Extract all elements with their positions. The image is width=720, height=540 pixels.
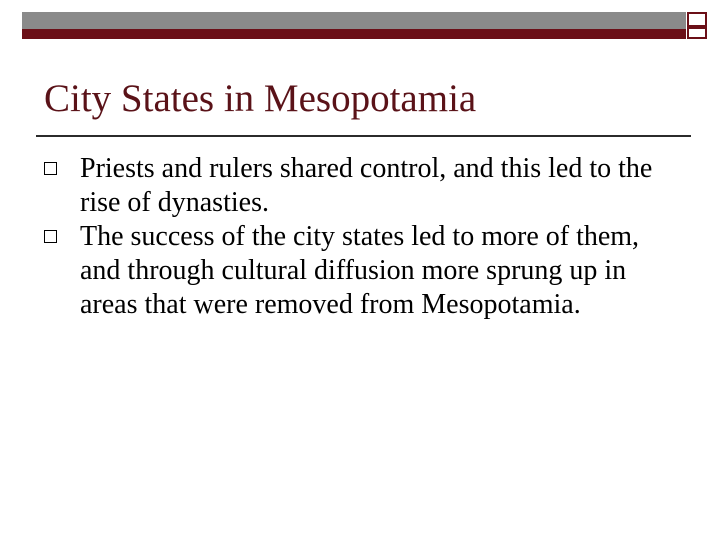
bullet-text: The success of the city states led to more of them, and through cultural diffusion more sprung up in areas that were removed from Mesopotamia. [80, 221, 640, 320]
corner-ornament-top [687, 12, 707, 27]
header-band-gray [22, 12, 686, 29]
bullet-text: Priests and rulers shared control, and this led to the rise of dynasties. [80, 153, 653, 218]
slide-title: City States in Mesopotamia [44, 77, 477, 120]
bullet-item [44, 152, 684, 220]
bullet-list [44, 152, 684, 322]
header-band-maroon [22, 29, 686, 39]
corner-ornament-bottom [687, 27, 707, 39]
bullet-item [44, 220, 684, 322]
title-divider [36, 135, 691, 137]
hollow-square-bullet-icon [44, 162, 57, 175]
hollow-square-bullet-icon [44, 230, 57, 243]
